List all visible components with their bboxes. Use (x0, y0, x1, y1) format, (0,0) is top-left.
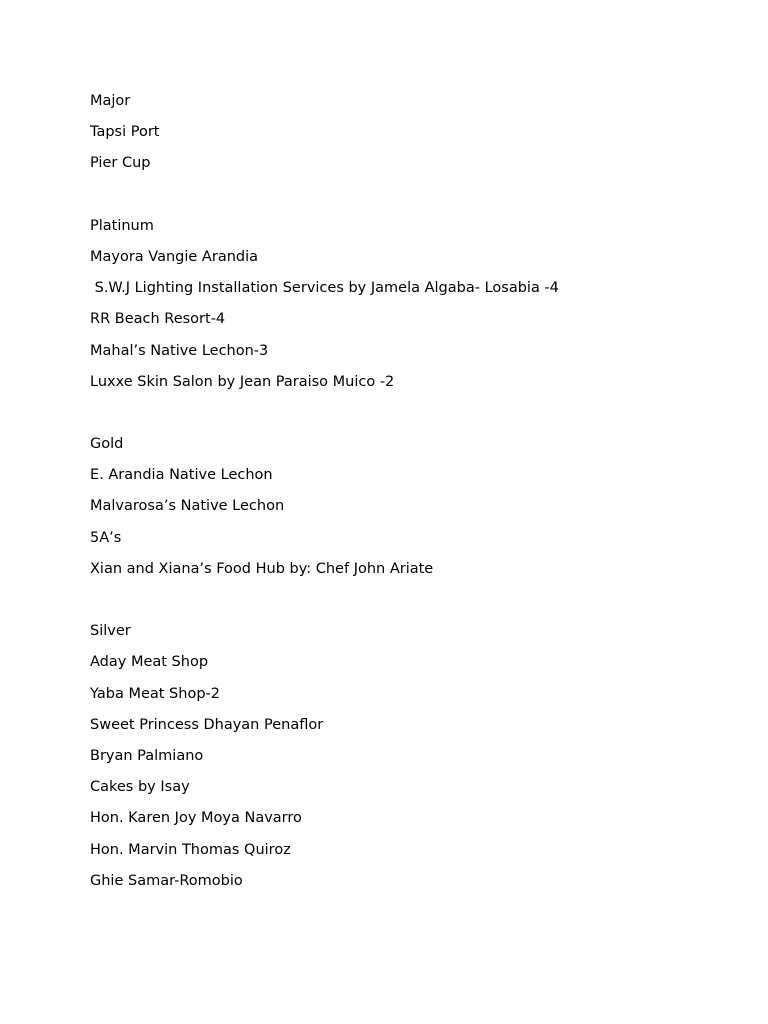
list-item: Aday Meat Shop (90, 654, 209, 671)
list-item: Mahal’s Native Lechon-3 (90, 342, 269, 359)
list-item: Xian and Xiana’s Food Hub by: Chef John Ariate (90, 560, 434, 577)
list-item: Ghie Samar-Romobio (90, 872, 243, 889)
list-item: Yaba Meat Shop-2 (90, 685, 220, 702)
list-item: Sweet Princess Dhayan Penaflor (90, 716, 324, 733)
section-spacer (90, 185, 730, 216)
list-item: Hon. Karen Joy Moya Navarro (90, 810, 302, 827)
list-item: Tapsi Port (90, 124, 160, 141)
list-item: E. Arandia Native Lechon (90, 467, 273, 484)
document-page (90, 91, 730, 902)
list-item: RR Beach Resort-4 (90, 311, 226, 328)
section-spacer (90, 590, 730, 621)
section-heading-gold: Gold (90, 436, 124, 453)
list-item: Malvarosa’s Native Lechon (90, 498, 285, 515)
list-item: Mayora Vangie Arandia (90, 248, 259, 265)
list-item: Pier Cup (90, 155, 151, 172)
list-item: Bryan Palmiano (90, 747, 204, 764)
list-item: 5A’s (90, 529, 122, 546)
list-item: Hon. Marvin Thomas Quiroz (90, 841, 291, 858)
list-item: Luxxe Skin Salon by Jean Paraiso Muico -2 (90, 373, 395, 390)
list-item: S.W.J Lighting Installation Services by Jamela Algaba- Losabia -4 (90, 280, 559, 297)
section-heading-silver: Silver (90, 623, 131, 640)
section-heading-major: Major (90, 93, 131, 109)
list-item: Cakes by Isay (90, 779, 190, 796)
section-spacer (90, 403, 730, 434)
section-heading-platinum: Platinum (90, 217, 154, 234)
